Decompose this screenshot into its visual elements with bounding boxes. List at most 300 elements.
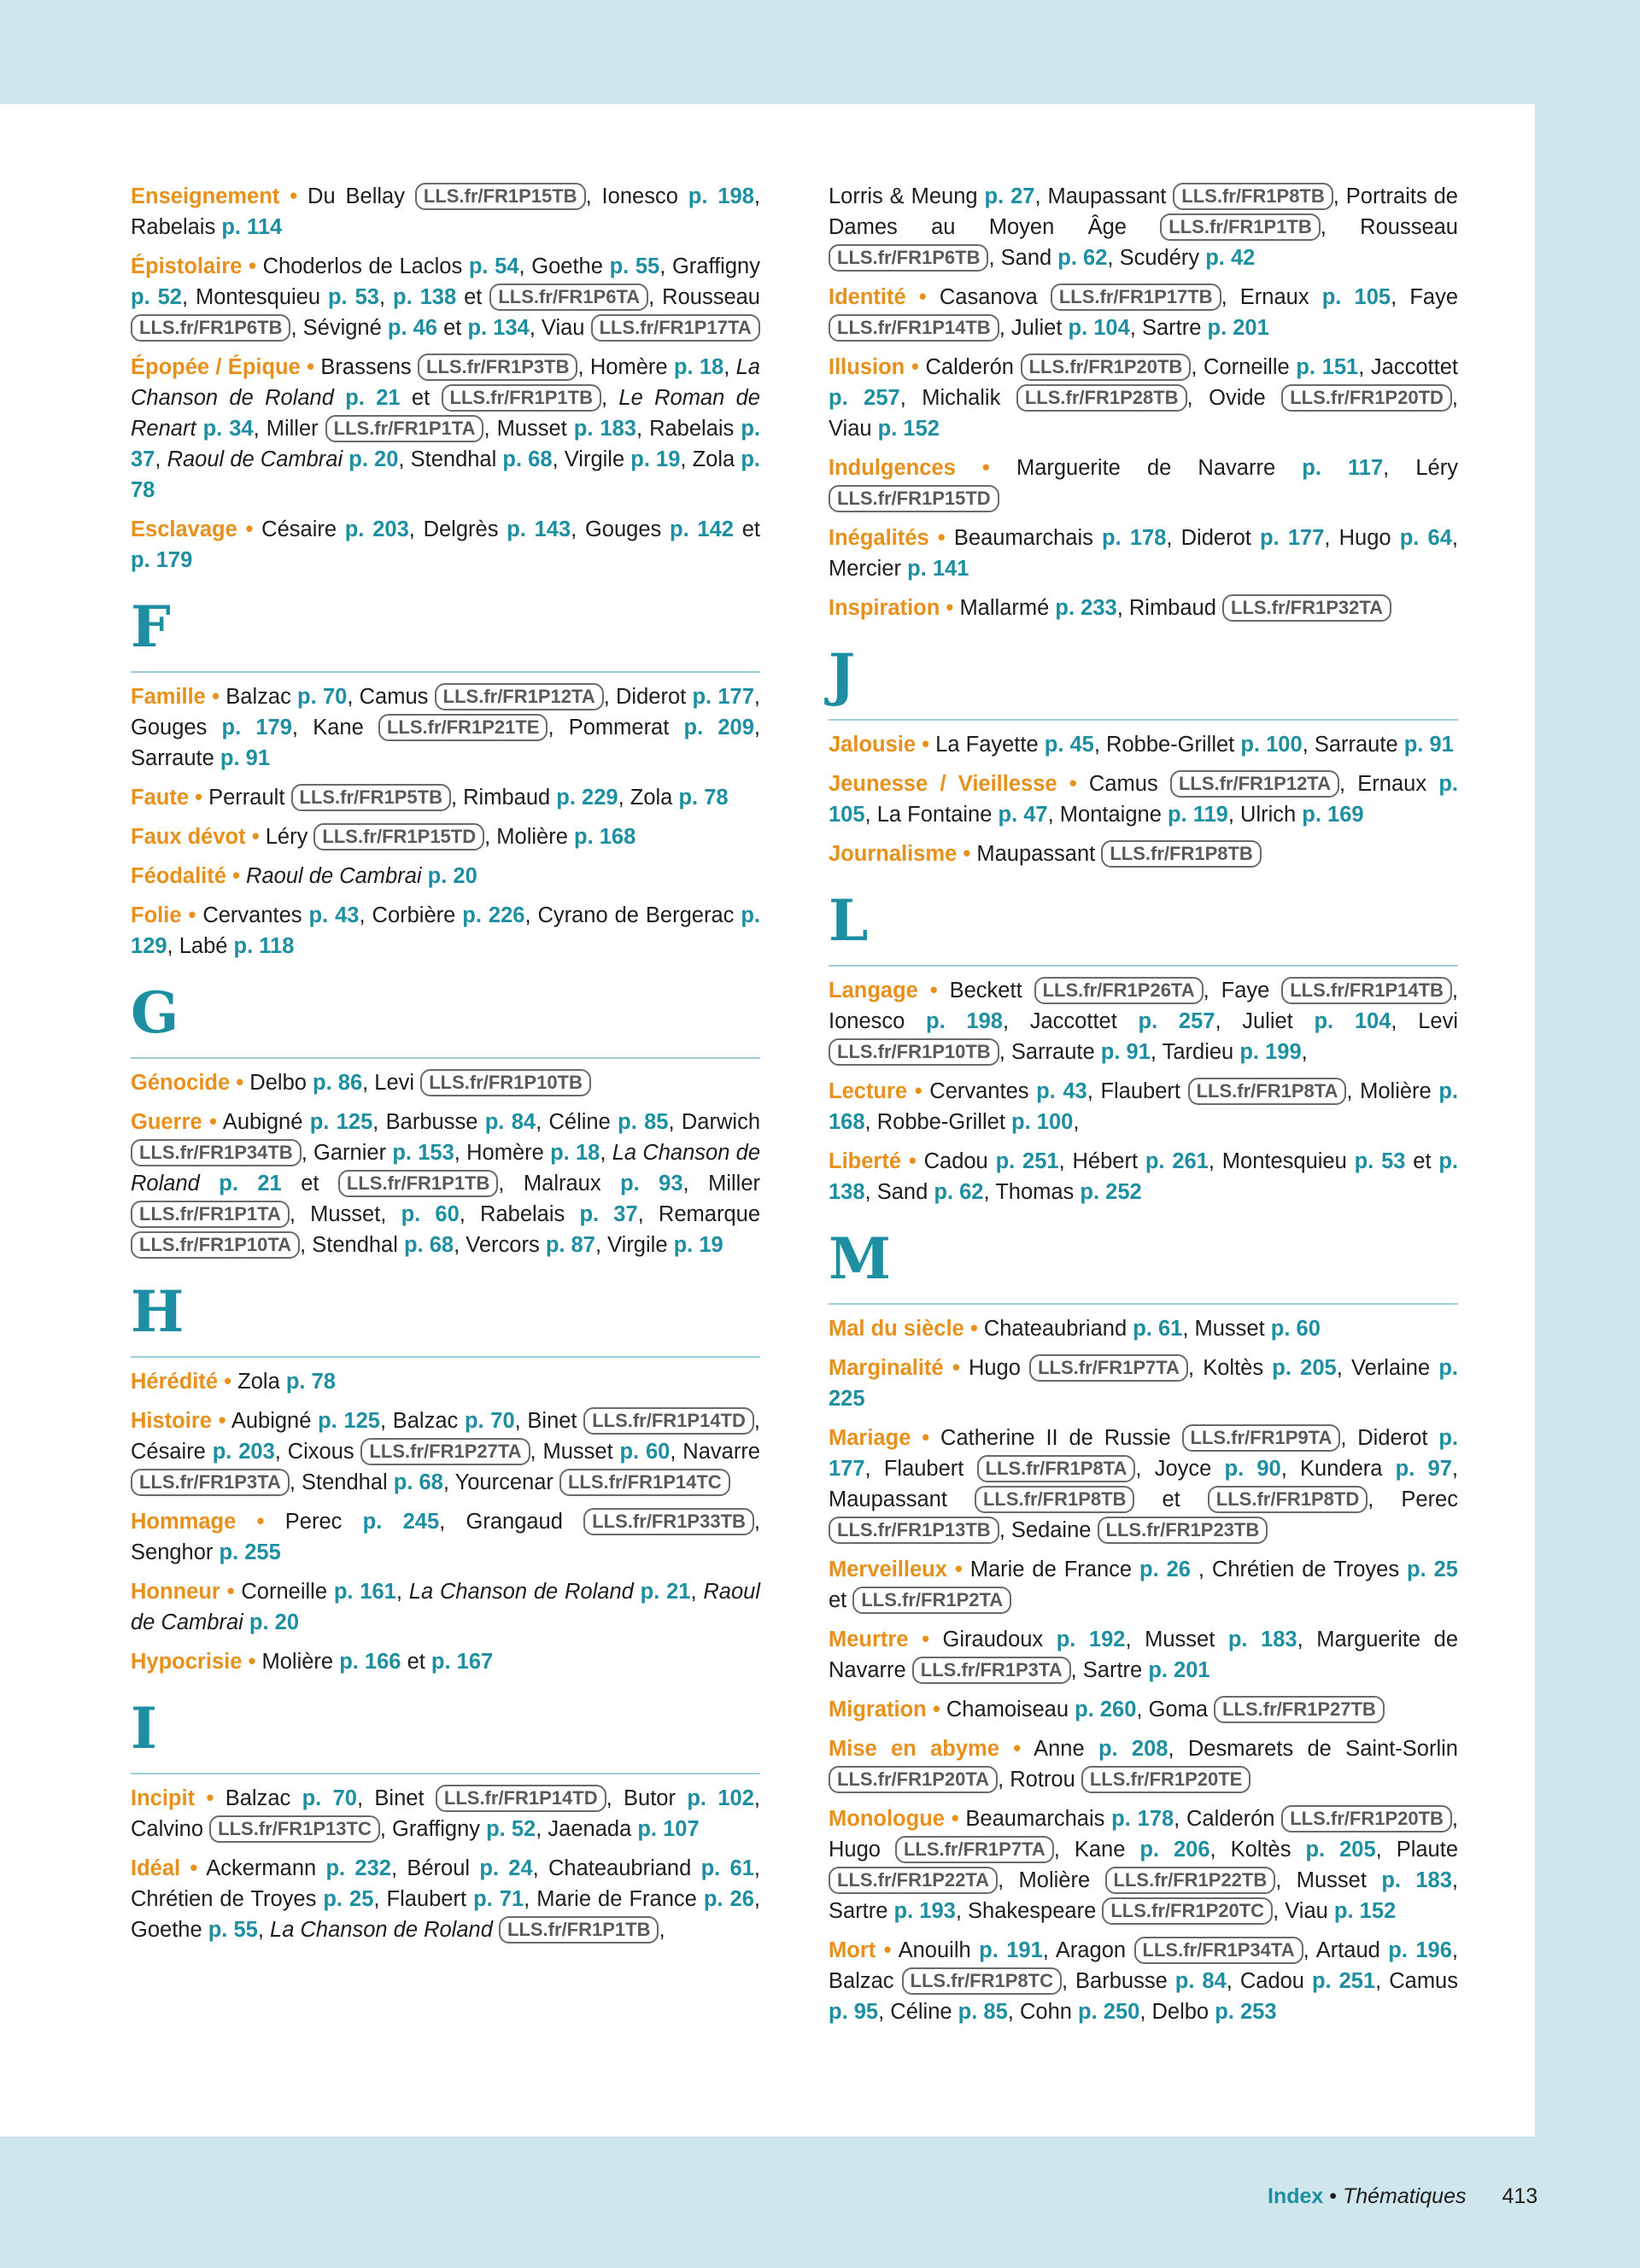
page-reference: p. 37 bbox=[131, 417, 760, 471]
author-text: , Joyce bbox=[1135, 1457, 1225, 1481]
online-resource-link[interactable]: LLS.fr/FR1P1TA bbox=[131, 1201, 290, 1228]
author-text: , bbox=[1301, 1040, 1308, 1064]
page-reference: p. 161 bbox=[333, 1580, 396, 1604]
online-resource-link[interactable]: LLS.fr/FR1P15TB bbox=[415, 183, 586, 210]
author-text: , Gouges bbox=[131, 685, 760, 739]
author-text: , Graffigny bbox=[659, 254, 760, 278]
author-text: Calderón bbox=[918, 355, 1021, 379]
author-text: , Corneille bbox=[1191, 355, 1297, 379]
index-entry bbox=[131, 782, 760, 813]
online-resource-link[interactable]: LLS.fr/FR1P3TA bbox=[131, 1469, 290, 1496]
page-reference: p. 119 bbox=[1167, 803, 1228, 827]
page-reference: p. 203 bbox=[212, 1440, 275, 1464]
online-resource-link[interactable]: LLS.fr/FR1P14TC bbox=[559, 1469, 730, 1496]
online-resource-link[interactable]: LLS.fr/FR1P20TE bbox=[1081, 1766, 1250, 1793]
author-text: , Delbo bbox=[1139, 2000, 1215, 2024]
bullet-separator: • bbox=[202, 1110, 217, 1134]
online-resource-link[interactable]: LLS.fr/FR1P6TB bbox=[829, 244, 988, 272]
page-reference: p. 251 bbox=[1311, 1969, 1376, 1993]
bullet-separator: • bbox=[955, 456, 990, 480]
index-entry bbox=[829, 1694, 1458, 1725]
author-text: , Musset bbox=[1275, 1868, 1382, 1892]
online-resource-link[interactable]: LLS.fr/FR1P7TA bbox=[895, 1836, 1054, 1863]
author-text: , Maupassant bbox=[1034, 184, 1174, 208]
page-reference: p. 134 bbox=[467, 316, 530, 340]
page-reference: p. 68 bbox=[403, 1233, 454, 1257]
bullet-separator: • bbox=[230, 1071, 244, 1095]
page-reference: p. 26 bbox=[703, 1887, 754, 1911]
online-resource-link[interactable]: LLS.fr/FR1P6TA bbox=[489, 284, 648, 311]
online-resource-link[interactable]: LLS.fr/FR1P14TD bbox=[436, 1785, 606, 1812]
section-letter-j: J bbox=[829, 640, 1458, 721]
page-reference: p. 143 bbox=[507, 517, 571, 541]
index-term: Mal du siècle bbox=[829, 1317, 964, 1341]
author-text: , Montesquieu bbox=[1208, 1149, 1355, 1173]
author-text: , Goethe bbox=[131, 1887, 760, 1942]
author-text: Beaumarchais bbox=[945, 526, 1103, 550]
author-text: , bbox=[600, 386, 619, 410]
page-reference: p. 62 bbox=[934, 1180, 984, 1204]
index-entry bbox=[131, 1506, 760, 1568]
online-resource-link[interactable]: LLS.fr/FR1P14TB bbox=[1281, 977, 1452, 1004]
online-resource-link[interactable]: LLS.fr/FR1P10TB bbox=[829, 1038, 999, 1066]
author-text: , Binet bbox=[514, 1409, 584, 1433]
author-text: , Kane bbox=[1053, 1838, 1140, 1862]
index-entry bbox=[829, 1624, 1458, 1686]
index-entry bbox=[829, 523, 1458, 584]
author-text: Molière bbox=[255, 1650, 340, 1674]
bullet-separator: • bbox=[908, 1628, 929, 1651]
author-text: , Remarque bbox=[637, 1202, 760, 1226]
index-entry bbox=[829, 1803, 1458, 1926]
index-term: Mariage bbox=[829, 1426, 911, 1450]
index-page bbox=[0, 104, 1535, 2136]
page-reference: p. 198 bbox=[926, 1009, 1003, 1033]
online-resource-link[interactable]: LLS.fr/FR1P20TB bbox=[1281, 1805, 1452, 1833]
index-entry bbox=[829, 729, 1458, 760]
online-resource-link[interactable]: LLS.fr/FR1P27TB bbox=[1214, 1696, 1385, 1723]
online-resource-link[interactable]: LLS.fr/FR1P27TA bbox=[360, 1438, 530, 1465]
section-letter-m: M bbox=[829, 1225, 1458, 1305]
online-resource-link[interactable]: LLS.fr/FR1P14TB bbox=[829, 314, 999, 342]
page-reference: p. 91 bbox=[1403, 733, 1454, 757]
author-text: , Miller bbox=[682, 1172, 760, 1195]
author-text: , Hugo bbox=[1324, 526, 1400, 550]
bullet-separator: • bbox=[181, 903, 196, 927]
index-entry bbox=[829, 1076, 1458, 1137]
bullet-separator: • bbox=[905, 355, 919, 379]
index-entry bbox=[131, 861, 760, 891]
author-text: Ackermann bbox=[197, 1856, 326, 1880]
online-resource-link[interactable]: LLS.fr/FR1P10TB bbox=[420, 1069, 591, 1096]
page-reference: p. 118 bbox=[233, 934, 295, 958]
online-resource-link[interactable]: LLS.fr/FR1P14TD bbox=[583, 1407, 754, 1435]
bullet-separator: • bbox=[943, 1356, 960, 1380]
footer-section: Thématiques bbox=[1342, 2184, 1467, 2208]
author-text: , Stendhal bbox=[289, 1470, 394, 1494]
author-text: , Cixous bbox=[274, 1440, 361, 1464]
page-reference: p. 257 bbox=[1138, 1009, 1215, 1033]
page-reference: p. 90 bbox=[1224, 1457, 1281, 1481]
page-reference: p. 102 bbox=[687, 1786, 754, 1810]
author-text: , Yourcenar bbox=[442, 1470, 559, 1494]
page-reference: p. 196 bbox=[1388, 1938, 1452, 1962]
author-text: , Koltès bbox=[1210, 1838, 1306, 1862]
index-entry bbox=[829, 181, 1458, 273]
page-reference: p. 43 bbox=[1036, 1079, 1087, 1103]
online-resource-link[interactable]: LLS.fr/FR1P8TA bbox=[977, 1455, 1136, 1482]
author-text: , Camus bbox=[347, 685, 435, 709]
online-resource-link[interactable]: LLS.fr/FR1P13TC bbox=[209, 1815, 380, 1843]
author-text: , Viau bbox=[1273, 1899, 1334, 1923]
section-letter-i: I bbox=[131, 1694, 760, 1774]
bullet-separator: • bbox=[205, 685, 220, 709]
page-reference: p. 208 bbox=[1098, 1737, 1168, 1761]
page-reference: p. 20 bbox=[249, 1610, 300, 1634]
author-text: , Ovide bbox=[1186, 386, 1282, 410]
page-reference: p. 25 bbox=[1407, 1558, 1458, 1581]
page-reference: p. 178 bbox=[1102, 526, 1167, 550]
page-reference: p. 225 bbox=[829, 1356, 1458, 1411]
page-reference: p. 209 bbox=[683, 716, 754, 739]
page-reference: p. 95 bbox=[829, 2000, 879, 2024]
index-entry bbox=[131, 1366, 760, 1397]
online-resource-link[interactable]: LLS.fr/FR1P6TB bbox=[131, 314, 290, 342]
index-entry bbox=[829, 453, 1458, 514]
bullet-separator: • bbox=[916, 733, 930, 757]
author-text: , Shakespeare bbox=[955, 1899, 1103, 1923]
online-resource-link[interactable]: LLS.fr/FR1P34TA bbox=[1134, 1937, 1303, 1964]
author-text: , Ionesco bbox=[585, 184, 688, 208]
page-reference: p. 64 bbox=[1399, 526, 1452, 550]
online-resource-link[interactable]: LLS.fr/FR1P1TB bbox=[499, 1916, 659, 1944]
bullet-separator: • bbox=[242, 254, 256, 278]
page-reference: p. 250 bbox=[1078, 2000, 1140, 2024]
index-term: Faux dévot bbox=[131, 825, 246, 849]
author-text: , Maupassant bbox=[829, 1457, 1458, 1511]
author-text bbox=[240, 864, 246, 888]
page-reference: p. 178 bbox=[1111, 1807, 1174, 1831]
author-text: Cadou bbox=[916, 1149, 996, 1173]
page-reference: p. 21 bbox=[640, 1580, 691, 1604]
online-resource-link[interactable]: LLS.fr/FR1P1TA bbox=[325, 415, 484, 442]
online-resource-link[interactable]: LLS.fr/FR1P20TA bbox=[829, 1766, 998, 1793]
bullet-separator: • bbox=[279, 184, 298, 208]
page-number: 413 bbox=[1502, 2184, 1538, 2208]
page-reference: p. 168 bbox=[574, 825, 636, 849]
online-resource-link[interactable]: LLS.fr/FR1P1TB bbox=[442, 384, 601, 412]
author-text: , Kane bbox=[291, 716, 378, 739]
index-term: Liberté bbox=[829, 1149, 902, 1173]
online-resource-link[interactable]: LLS.fr/FR1P26TA bbox=[1034, 977, 1204, 1004]
author-text: , Graffigny bbox=[379, 1817, 487, 1841]
work-title: Le Roman de Renart bbox=[131, 386, 760, 441]
author-text: Aubigné bbox=[216, 1110, 310, 1134]
online-resource-link[interactable]: LLS.fr/FR1P7TA bbox=[1029, 1354, 1188, 1382]
author-text: , Barbusse bbox=[1061, 1969, 1175, 1993]
author-text: , Sarraute bbox=[131, 716, 761, 770]
page-reference: p. 18 bbox=[550, 1141, 600, 1165]
online-resource-link[interactable]: LLS.fr/FR1P23TB bbox=[1098, 1517, 1268, 1544]
page-reference: p. 199 bbox=[1239, 1040, 1302, 1064]
online-resource-link[interactable]: LLS.fr/FR1P2TA bbox=[852, 1587, 1011, 1614]
page-reference: p. 62 bbox=[1057, 246, 1108, 270]
online-resource-link[interactable]: LLS.fr/FR1P34TB bbox=[131, 1139, 302, 1166]
online-resource-link[interactable]: LLS.fr/FR1P21TE bbox=[378, 714, 548, 741]
page-reference: p. 54 bbox=[468, 254, 519, 278]
bullet-separator: • bbox=[242, 1650, 256, 1674]
author-text: Catherine II de Russie bbox=[929, 1426, 1182, 1450]
author-text: , Aragon bbox=[1042, 1938, 1134, 1962]
online-resource-link[interactable]: LLS.fr/FR1P13TB bbox=[829, 1517, 999, 1544]
author-text: , Kundera bbox=[1280, 1457, 1396, 1481]
author-text: et bbox=[1134, 1488, 1208, 1511]
author-text: , Cohn bbox=[1007, 2000, 1079, 2024]
online-resource-link[interactable]: LLS.fr/FR1P8TB bbox=[1101, 840, 1261, 868]
page-reference: p. 252 bbox=[1080, 1180, 1142, 1204]
online-resource-link[interactable]: LLS.fr/FR1P20TC bbox=[1102, 1897, 1273, 1925]
footer-separator: • bbox=[1323, 2184, 1343, 2208]
bullet-separator: • bbox=[999, 1737, 1022, 1761]
online-resource-link[interactable]: LLS.fr/FR1P33TB bbox=[583, 1508, 754, 1535]
index-term: Féodalité bbox=[131, 864, 226, 888]
page-reference: p. 168 bbox=[829, 1079, 1458, 1134]
page-reference: p. 232 bbox=[325, 1856, 391, 1880]
author-text: Perec bbox=[264, 1510, 363, 1534]
online-resource-link[interactable]: LLS.fr/FR1P5TB bbox=[291, 784, 451, 811]
page-reference: p. 71 bbox=[473, 1887, 524, 1911]
bullet-separator: • bbox=[218, 1370, 232, 1394]
author-text: et bbox=[437, 316, 468, 340]
author-text: , Ionesco bbox=[829, 979, 1459, 1033]
author-text: , Camus bbox=[1375, 1969, 1458, 1993]
author-text: , Diderot bbox=[603, 685, 693, 709]
page-reference: p. 60 bbox=[619, 1440, 671, 1464]
index-term: Journalisme bbox=[829, 842, 958, 866]
online-resource-link[interactable]: LLS.fr/FR1P20TD bbox=[1281, 384, 1452, 412]
index-term: Hommage bbox=[131, 1510, 237, 1534]
index-entry bbox=[829, 282, 1458, 343]
page-reference: p. 47 bbox=[998, 803, 1048, 827]
page-reference: p. 100 bbox=[1011, 1110, 1074, 1134]
online-resource-link[interactable]: LLS.fr/FR1P3TA bbox=[912, 1657, 1071, 1684]
page-reference: p. 183 bbox=[573, 417, 636, 441]
author-text: , Juliet bbox=[1215, 1009, 1315, 1033]
author-text: , Faye bbox=[1203, 979, 1282, 1002]
online-resource-link[interactable]: LLS.fr/FR1P8TB bbox=[975, 1486, 1134, 1513]
page-reference: p. 25 bbox=[323, 1887, 374, 1911]
online-resource-link[interactable]: LLS.fr/FR1P3TB bbox=[418, 354, 577, 381]
page-reference: p. 261 bbox=[1145, 1149, 1209, 1173]
index-column-left bbox=[131, 181, 760, 1954]
author-text: , Musset bbox=[530, 1440, 620, 1464]
online-resource-link[interactable]: LLS.fr/FR1P28TB bbox=[1016, 384, 1187, 412]
author-text: La Fayette bbox=[929, 733, 1045, 757]
page-reference: p. 78 bbox=[678, 786, 729, 810]
index-entry bbox=[829, 1935, 1458, 2027]
online-resource-link[interactable]: LLS.fr/FR1P10TA bbox=[131, 1231, 300, 1259]
online-resource-link[interactable]: LLS.fr/FR1P1TB bbox=[338, 1170, 498, 1197]
page-reference: p. 93 bbox=[620, 1172, 683, 1195]
author-text: et bbox=[733, 517, 760, 541]
index-term: Épistolaire bbox=[131, 254, 243, 278]
page-reference: p. 201 bbox=[1148, 1658, 1210, 1682]
index-term: Épopée / Épique bbox=[131, 355, 301, 379]
online-resource-link[interactable]: LLS.fr/FR1P15TD bbox=[829, 485, 999, 512]
online-resource-link[interactable]: LLS.fr/FR1P17TB bbox=[1051, 284, 1221, 311]
work-title: La Chanson de Roland bbox=[131, 355, 760, 410]
author-text: Zola bbox=[231, 1370, 286, 1394]
online-resource-link[interactable]: LLS.fr/FR1P1TB bbox=[1160, 213, 1320, 241]
index-term: Hérédité bbox=[131, 1370, 219, 1394]
author-text: , Calderón bbox=[1174, 1807, 1282, 1831]
author-text: , Ulrich bbox=[1227, 803, 1303, 827]
index-entry bbox=[131, 251, 760, 343]
online-resource-link[interactable]: LLS.fr/FR1P8TA bbox=[1188, 1078, 1347, 1105]
page-reference: p. 60 bbox=[401, 1202, 460, 1226]
author-text bbox=[493, 1918, 499, 1942]
author-text: , Tardieu bbox=[1150, 1040, 1240, 1064]
author-text bbox=[196, 417, 203, 441]
index-entry bbox=[131, 514, 760, 576]
author-text: , bbox=[378, 285, 393, 309]
author-text: , Juliet bbox=[999, 316, 1069, 340]
index-term: Illusion bbox=[829, 355, 905, 379]
page-reference: p. 141 bbox=[907, 557, 969, 581]
work-title: Raoul de Cambrai bbox=[167, 447, 343, 471]
page-reference: p. 193 bbox=[893, 1899, 956, 1923]
page-reference: p. 97 bbox=[1395, 1457, 1452, 1481]
work-title: Raoul de Cambrai bbox=[246, 864, 422, 888]
author-text: , Jaccottet bbox=[1002, 1009, 1139, 1033]
index-term: Mort bbox=[829, 1938, 876, 1962]
author-text: Delbo bbox=[243, 1071, 313, 1095]
page-reference: p. 55 bbox=[208, 1918, 258, 1942]
bullet-separator: • bbox=[180, 1856, 198, 1880]
page-reference: p. 129 bbox=[131, 903, 761, 958]
author-text: Chateaubriand bbox=[977, 1317, 1133, 1341]
page-reference: p. 206 bbox=[1139, 1838, 1210, 1862]
page-reference: p. 85 bbox=[618, 1110, 669, 1134]
online-resource-link[interactable]: LLS.fr/FR1P9TA bbox=[1182, 1424, 1341, 1452]
page-reference: p. 85 bbox=[958, 2000, 1008, 2024]
author-text: , Sedaine bbox=[999, 1518, 1098, 1542]
online-resource-link[interactable]: LLS.fr/FR1P32TA bbox=[1222, 594, 1391, 622]
author-text: , Sarraute bbox=[999, 1040, 1101, 1064]
page-reference: p. 205 bbox=[1272, 1356, 1337, 1380]
online-resource-link[interactable]: LLS.fr/FR1P17TA bbox=[591, 314, 760, 342]
page-reference: p. 91 bbox=[220, 746, 271, 770]
page-reference: p. 191 bbox=[979, 1938, 1043, 1962]
online-resource-link[interactable]: LLS.fr/FR1P22TB bbox=[1105, 1867, 1276, 1894]
author-text: et bbox=[829, 1588, 853, 1612]
page-reference: p. 177 bbox=[829, 1426, 1458, 1481]
page-reference: p. 233 bbox=[1055, 596, 1117, 620]
author-text: Marguerite de Navarre bbox=[989, 456, 1303, 480]
author-text: Perrault bbox=[202, 786, 291, 810]
online-resource-link[interactable]: LLS.fr/FR1P15TD bbox=[313, 823, 484, 850]
author-text: , Malraux bbox=[498, 1172, 621, 1195]
online-resource-link[interactable]: LLS.fr/FR1P20TB bbox=[1021, 354, 1192, 381]
author-text: , Goma bbox=[1136, 1698, 1215, 1721]
author-text: , Marie de France bbox=[524, 1887, 704, 1911]
page-reference: p. 84 bbox=[1174, 1969, 1227, 1993]
author-text bbox=[243, 1610, 249, 1634]
author-text: , Cyrano de Bergerac bbox=[524, 903, 741, 927]
author-text: , Desmarets de Saint-Sorlin bbox=[1168, 1737, 1458, 1761]
author-text: , Sand bbox=[864, 1180, 934, 1204]
page-reference: p. 78 bbox=[131, 447, 760, 502]
author-text: , Sarraute bbox=[1302, 733, 1404, 757]
page-reference: p. 198 bbox=[688, 184, 754, 208]
author-text: , Chrétien de Troyes bbox=[131, 1856, 760, 1911]
online-resource-link[interactable]: LLS.fr/FR1P22TA bbox=[829, 1867, 998, 1894]
index-term: Honneur bbox=[131, 1580, 220, 1604]
index-term: Lecture bbox=[829, 1079, 908, 1103]
author-text: , Grangaud bbox=[439, 1510, 584, 1534]
author-text: , bbox=[1073, 1110, 1080, 1134]
online-resource-link[interactable]: LLS.fr/FR1P12TA bbox=[435, 683, 604, 710]
page-reference: p. 245 bbox=[362, 1510, 440, 1534]
author-text: Hugo bbox=[959, 1356, 1030, 1380]
author-text: Léry bbox=[259, 825, 314, 849]
author-text: , Barbusse bbox=[372, 1110, 485, 1134]
author-text: , Sévigné bbox=[290, 316, 388, 340]
author-text: , Molière bbox=[998, 1868, 1105, 1892]
online-resource-link[interactable]: LLS.fr/FR1P8TC bbox=[902, 1967, 1062, 1995]
author-text: , Diderot bbox=[1166, 526, 1260, 550]
index-term: Faute bbox=[131, 786, 190, 810]
author-text: Balzac bbox=[220, 685, 298, 709]
page-reference: p. 18 bbox=[673, 355, 724, 379]
author-text: , Senghor bbox=[131, 1510, 760, 1564]
index-term: Meurtre bbox=[829, 1628, 909, 1651]
author-text: , Chrétien de Troyes bbox=[1190, 1558, 1408, 1581]
author-text: , bbox=[723, 355, 736, 379]
index-entry bbox=[829, 769, 1458, 830]
online-resource-link[interactable]: LLS.fr/FR1P8TB bbox=[1173, 183, 1332, 210]
author-text: , Flaubert bbox=[373, 1887, 474, 1911]
section-letter-g: G bbox=[131, 979, 760, 1059]
bullet-separator: • bbox=[211, 1409, 226, 1433]
index-entry bbox=[131, 821, 760, 852]
author-text: , Butor bbox=[606, 1786, 688, 1810]
author-text: , Chateaubriand bbox=[532, 1856, 701, 1880]
author-text: , Rousseau bbox=[1320, 215, 1458, 239]
page-reference: p. 104 bbox=[1068, 316, 1130, 340]
index-term: Jeunesse / Vieillesse bbox=[829, 772, 1057, 796]
page-reference: p. 253 bbox=[1215, 2000, 1277, 2024]
author-text: , Montaigne bbox=[1047, 803, 1168, 827]
author-text: , Miller bbox=[253, 417, 325, 441]
author-text bbox=[422, 864, 428, 888]
page-reference: p. 125 bbox=[309, 1110, 373, 1134]
work-title: La Chanson de Roland bbox=[131, 1141, 761, 1195]
online-resource-link[interactable]: LLS.fr/FR1P12TA bbox=[1170, 770, 1339, 798]
author-text: , Rimbaud bbox=[1116, 596, 1222, 620]
author-text: , Homère bbox=[454, 1141, 551, 1165]
author-text: , Zola bbox=[680, 447, 741, 471]
index-entry bbox=[131, 900, 760, 962]
page-reference: p. 45 bbox=[1044, 733, 1094, 757]
page-reference: p. 125 bbox=[318, 1409, 380, 1433]
index-term: Migration bbox=[829, 1698, 927, 1721]
author-text: , Céline bbox=[536, 1110, 618, 1134]
online-resource-link[interactable]: LLS.fr/FR1P8TD bbox=[1208, 1486, 1368, 1513]
index-entry bbox=[131, 1107, 760, 1260]
bullet-separator: • bbox=[876, 1938, 892, 1962]
page-reference: p. 19 bbox=[673, 1233, 723, 1257]
